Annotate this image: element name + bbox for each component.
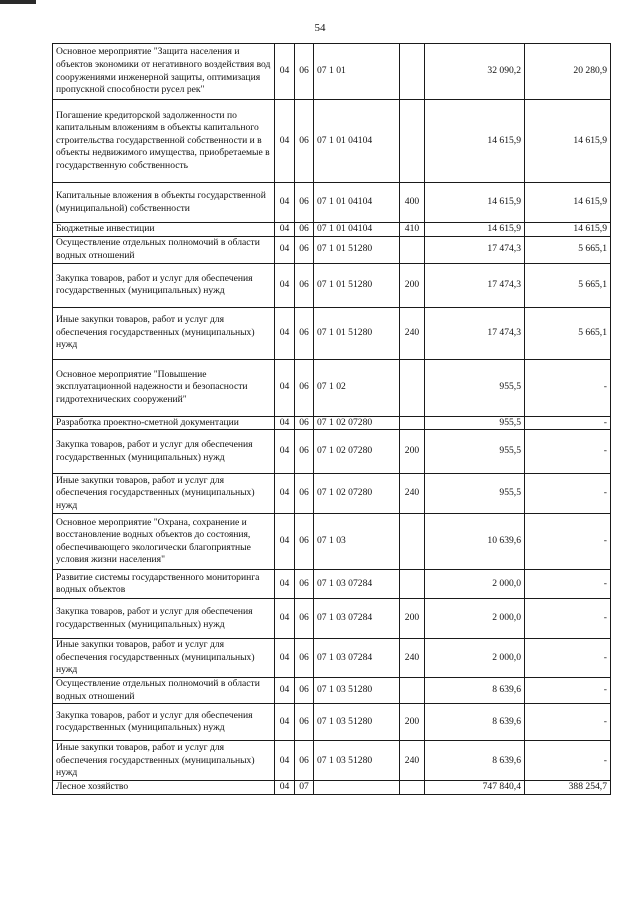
row-section-code: 04	[275, 183, 295, 223]
row-amount-2: -	[525, 570, 611, 599]
row-target-article-code: 07 1 01 51280	[314, 307, 400, 359]
row-name-cell: Развитие системы государственного мониторинга водных объектов	[53, 570, 275, 599]
row-subsection-code: 06	[295, 236, 314, 263]
row-subsection-code: 06	[295, 223, 314, 237]
row-target-article-code: 07 1 03	[314, 514, 400, 570]
row-section-code: 04	[275, 474, 295, 514]
row-section-code: 04	[275, 236, 295, 263]
scan-corner-mark	[0, 0, 36, 4]
row-expense-type-code: 200	[400, 704, 425, 741]
budget-table-body	[53, 44, 611, 795]
row-name-cell: Лесное хозяйство	[53, 781, 275, 795]
row-name-cell: Основное мероприятие "Защита населения и объектов экономики от негативного воздействия вод сооружениями инженерной защиты, оптимизация пропускной способности русел рек"	[53, 44, 275, 100]
row-subsection-code: 06	[295, 307, 314, 359]
row-subsection-code: 06	[295, 474, 314, 514]
row-amount-2: 14 615,9	[525, 223, 611, 237]
row-amount-1: 17 474,3	[425, 307, 525, 359]
row-section-code: 04	[275, 514, 295, 570]
table-row	[53, 474, 611, 514]
row-amount-2: 388 254,7	[525, 781, 611, 795]
row-name-cell: Основное мероприятие "Охрана, сохранение и восстановление водных объектов до состояния, обеспечивающего экологически благоприятные условия жизни населения"	[53, 514, 275, 570]
row-subsection-code: 06	[295, 430, 314, 474]
row-target-article-code: 07 1 02 07280	[314, 416, 400, 430]
row-expense-type-code	[400, 236, 425, 263]
row-amount-1: 17 474,3	[425, 263, 525, 307]
table-row	[53, 183, 611, 223]
row-expense-type-code: 240	[400, 307, 425, 359]
row-subsection-code: 07	[295, 781, 314, 795]
row-expense-type-code	[400, 678, 425, 704]
row-expense-type-code	[400, 416, 425, 430]
row-name-cell: Иные закупки товаров, работ и услуг для обеспечения государственных (муниципальных) нужд	[53, 307, 275, 359]
row-section-code: 04	[275, 599, 295, 639]
table-row	[53, 704, 611, 741]
row-subsection-code: 06	[295, 678, 314, 704]
table-row	[53, 514, 611, 570]
table-row	[53, 359, 611, 416]
table-row	[53, 781, 611, 795]
table-row	[53, 307, 611, 359]
row-amount-1: 17 474,3	[425, 236, 525, 263]
table-row	[53, 44, 611, 100]
row-expense-type-code	[400, 514, 425, 570]
row-expense-type-code: 240	[400, 741, 425, 781]
row-expense-type-code: 400	[400, 183, 425, 223]
row-subsection-code: 06	[295, 100, 314, 183]
row-amount-1: 10 639,6	[425, 514, 525, 570]
row-target-article-code	[314, 781, 400, 795]
row-name-cell: Закупка товаров, работ и услуг для обеспечения государственных (муниципальных) нужд	[53, 263, 275, 307]
row-name-cell: Закупка товаров, работ и услуг для обеспечения государственных (муниципальных) нужд	[53, 599, 275, 639]
row-expense-type-code	[400, 359, 425, 416]
row-subsection-code: 06	[295, 599, 314, 639]
row-name-cell: Закупка товаров, работ и услуг для обеспечения государственных (муниципальных) нужд	[53, 430, 275, 474]
row-name-cell: Закупка товаров, работ и услуг для обеспечения государственных (муниципальных) нужд	[53, 704, 275, 741]
row-section-code: 04	[275, 570, 295, 599]
row-amount-2: -	[525, 474, 611, 514]
row-section-code: 04	[275, 430, 295, 474]
row-amount-2: 5 665,1	[525, 236, 611, 263]
row-name-cell: Осуществление отдельных полномочий в области водных отношений	[53, 678, 275, 704]
row-expense-type-code: 240	[400, 474, 425, 514]
row-section-code: 04	[275, 704, 295, 741]
row-amount-1: 14 615,9	[425, 223, 525, 237]
row-target-article-code: 07 1 02	[314, 359, 400, 416]
table-row	[53, 236, 611, 263]
row-amount-2: -	[525, 430, 611, 474]
table-row	[53, 570, 611, 599]
row-subsection-code: 06	[295, 359, 314, 416]
row-subsection-code: 06	[295, 570, 314, 599]
row-subsection-code: 06	[295, 514, 314, 570]
row-target-article-code: 07 1 03 07284	[314, 570, 400, 599]
row-amount-1: 14 615,9	[425, 183, 525, 223]
table-row	[53, 639, 611, 678]
row-name-cell: Погашение кредиторской задолженности по капитальным вложениям в объекты капитального строительства государственной собственности и в объекты недвижимого имущества, приобретаемые в государственную собственность	[53, 100, 275, 183]
row-name-cell: Иные закупки товаров, работ и услуг для обеспечения государственных (муниципальных) нужд	[53, 639, 275, 678]
row-target-article-code: 07 1 03 51280	[314, 704, 400, 741]
row-subsection-code: 06	[295, 416, 314, 430]
row-amount-1: 2 000,0	[425, 570, 525, 599]
row-expense-type-code: 240	[400, 639, 425, 678]
row-target-article-code: 07 1 01 04104	[314, 100, 400, 183]
row-section-code: 04	[275, 416, 295, 430]
page-number: 54	[314, 22, 326, 34]
row-name-cell: Разработка проектно-сметной документации	[53, 416, 275, 430]
row-target-article-code: 07 1 03 51280	[314, 741, 400, 781]
row-section-code: 04	[275, 223, 295, 237]
table-row	[53, 263, 611, 307]
row-section-code: 04	[275, 678, 295, 704]
row-amount-2: 5 665,1	[525, 263, 611, 307]
row-amount-2: -	[525, 704, 611, 741]
table-row	[53, 223, 611, 237]
row-subsection-code: 06	[295, 263, 314, 307]
row-amount-2: -	[525, 678, 611, 704]
row-name-cell: Основное мероприятие "Повышение эксплуатационной надежности и безопасности гидротехнических сооружений"	[53, 359, 275, 416]
row-target-article-code: 07 1 01 04104	[314, 183, 400, 223]
row-amount-2: -	[525, 639, 611, 678]
row-amount-1: 8 639,6	[425, 678, 525, 704]
row-amount-1: 2 000,0	[425, 639, 525, 678]
row-expense-type-code	[400, 44, 425, 100]
row-name-cell: Капитальные вложения в объекты государственной (муниципальной) собственности	[53, 183, 275, 223]
row-section-code: 04	[275, 44, 295, 100]
row-target-article-code: 07 1 02 07280	[314, 430, 400, 474]
row-amount-1: 747 840,4	[425, 781, 525, 795]
table-row	[53, 100, 611, 183]
row-target-article-code: 07 1 02 07280	[314, 474, 400, 514]
row-expense-type-code: 200	[400, 263, 425, 307]
row-target-article-code: 07 1 01	[314, 44, 400, 100]
row-section-code: 04	[275, 307, 295, 359]
row-amount-1: 955,5	[425, 430, 525, 474]
row-amount-1: 32 090,2	[425, 44, 525, 100]
row-amount-1: 14 615,9	[425, 100, 525, 183]
table-row	[53, 599, 611, 639]
row-expense-type-code	[400, 781, 425, 795]
row-amount-1: 955,5	[425, 416, 525, 430]
row-section-code: 04	[275, 263, 295, 307]
row-section-code: 04	[275, 359, 295, 416]
row-amount-2: -	[525, 359, 611, 416]
row-section-code: 04	[275, 639, 295, 678]
row-amount-1: 8 639,6	[425, 741, 525, 781]
row-subsection-code: 06	[295, 639, 314, 678]
row-amount-1: 2 000,0	[425, 599, 525, 639]
row-target-article-code: 07 1 01 51280	[314, 263, 400, 307]
row-subsection-code: 06	[295, 704, 314, 741]
row-amount-1: 955,5	[425, 359, 525, 416]
table-row	[53, 430, 611, 474]
row-expense-type-code	[400, 570, 425, 599]
row-section-code: 04	[275, 100, 295, 183]
row-expense-type-code: 200	[400, 599, 425, 639]
row-amount-2: -	[525, 599, 611, 639]
row-amount-2: -	[525, 514, 611, 570]
row-amount-1: 8 639,6	[425, 704, 525, 741]
row-amount-1: 955,5	[425, 474, 525, 514]
row-amount-2: 20 280,9	[525, 44, 611, 100]
table-row	[53, 741, 611, 781]
row-expense-type-code: 410	[400, 223, 425, 237]
row-expense-type-code	[400, 100, 425, 183]
row-target-article-code: 07 1 03 07284	[314, 599, 400, 639]
row-amount-2: -	[525, 416, 611, 430]
row-target-article-code: 07 1 03 07284	[314, 639, 400, 678]
budget-table	[52, 43, 611, 795]
row-section-code: 04	[275, 741, 295, 781]
row-subsection-code: 06	[295, 183, 314, 223]
row-name-cell: Осуществление отдельных полномочий в области водных отношений	[53, 236, 275, 263]
row-name-cell: Бюджетные инвестиции	[53, 223, 275, 237]
row-target-article-code: 07 1 03 51280	[314, 678, 400, 704]
row-name-cell: Иные закупки товаров, работ и услуг для обеспечения государственных (муниципальных) нужд	[53, 741, 275, 781]
row-target-article-code: 07 1 01 04104	[314, 223, 400, 237]
row-target-article-code: 07 1 01 51280	[314, 236, 400, 263]
row-amount-2: -	[525, 741, 611, 781]
table-row	[53, 678, 611, 704]
row-subsection-code: 06	[295, 741, 314, 781]
row-amount-2: 5 665,1	[525, 307, 611, 359]
row-amount-2: 14 615,9	[525, 183, 611, 223]
table-row	[53, 416, 611, 430]
row-expense-type-code: 200	[400, 430, 425, 474]
row-section-code: 04	[275, 781, 295, 795]
row-name-cell: Иные закупки товаров, работ и услуг для обеспечения государственных (муниципальных) нужд	[53, 474, 275, 514]
row-subsection-code: 06	[295, 44, 314, 100]
row-amount-2: 14 615,9	[525, 100, 611, 183]
